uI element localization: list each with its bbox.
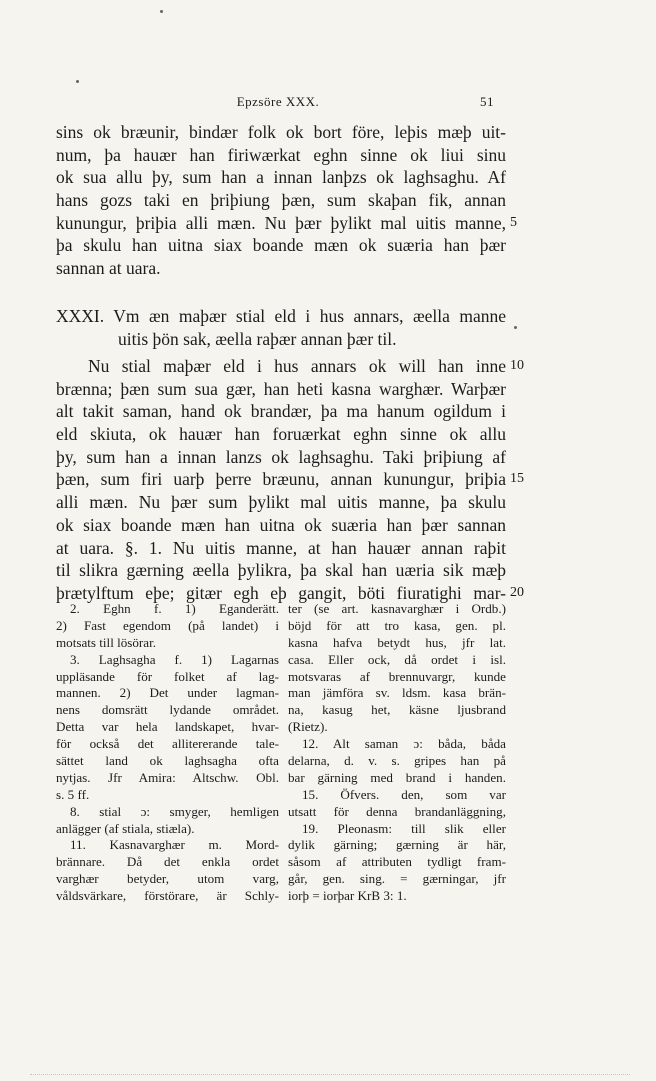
footnote-line: anlägger (af stiala, stiæla). <box>56 820 195 836</box>
footnote-line: nytjas. Jfr Amira: Altschw. Obl. <box>56 769 279 785</box>
text-line: kunungur, þriþia alli mæn. Nu þær þylikt mal uitis manne, <box>56 212 506 233</box>
text-line: ok sua allu þy, sum han a innan lanþzs ok laghsaghu. Af <box>56 167 506 188</box>
footnote-line: sättet land ok laghsagha ofta <box>56 753 279 769</box>
line-number: 20 <box>510 584 524 600</box>
footnote-line: Detta var hela landskapet, hvar- <box>56 719 279 735</box>
text-line: at uara. §. 1. Nu uitis manne, at han hauær annan raþit <box>56 537 506 558</box>
text-line: sins ok bræunir, bindær folk ok bort före, leþis mæþ uit- <box>56 122 506 142</box>
scan-speck <box>514 326 517 329</box>
heading-line: XXXI. Vm æn maþær stial eld i hus annars, æella manne <box>56 306 506 326</box>
footnote-line: utsatt för denna brandanläggning, <box>288 803 506 819</box>
text-line: þy, sum han a innan lanzs ok laghsaghu. Taki þriþiung af <box>56 446 506 467</box>
footnote-line: 2. Eghn f. 1) Eganderätt. <box>70 601 279 616</box>
text-line: þæn, sum firi uarþ þerre bræunu, annan kunungur, þriþia <box>56 469 506 490</box>
text-line: eld skiuta, ok hauær han foruærkat eghn sinne ok allu <box>56 424 506 445</box>
footnote-line: casa. Eller ock, då ordet i isl. <box>288 651 506 667</box>
footnote-line: 12. Alt saman ɔ: båda, båda <box>302 736 506 752</box>
section-xxx-text <box>56 121 517 280</box>
text-line: brænna; þæn sum sua gær, han heti kasna warghær. Warþær <box>56 378 506 399</box>
section-xxxi-text <box>56 355 524 605</box>
section-xxxi-heading <box>56 305 506 350</box>
footnote-line: delarna, d. v. s. gripes han på <box>288 753 506 769</box>
scan-speck <box>160 10 163 13</box>
footnote-line: (Rietz). <box>288 719 328 735</box>
text-line: alli mæn. Nu þær sum þylikt mal uitis manne, þa skulu <box>56 492 506 513</box>
scan-speck <box>76 80 79 83</box>
footnote-line: böjd för att tro kasa, gen. pl. <box>288 617 506 633</box>
line-number: 5 <box>510 214 517 230</box>
footnote-line: 19. Pleonasm: till slik eller <box>302 820 506 836</box>
text-line: þa skulu han uitna siax boande mæn ok suæria han þær <box>56 235 506 256</box>
footnote-line: 15. Öfvers. den, som var <box>302 786 506 802</box>
text-line: sannan at uara. <box>56 258 161 279</box>
line-number: 10 <box>510 358 524 373</box>
footnote-line: uppläsande för folket af lag- <box>56 668 279 684</box>
footnote-line: går, gen. sing. = gærningar, jfr <box>288 871 506 887</box>
text-line-numbered <box>56 212 517 235</box>
text-line: þrætylftum eþe; gitær egh eþ gangit, böti fiuratighi mar- <box>56 582 506 603</box>
heading-line: uitis þön sak, æella raþær annan þær til. <box>118 328 397 349</box>
footnote-line: 8. stial ɔ: smyger, hemligen <box>70 803 279 819</box>
text-line: ok siax boande mæn han uitna ok suæria han þær sannan <box>56 514 506 535</box>
footnote-line: s. 5 ff. <box>56 786 90 802</box>
footnote-line: kasna hafva betydt hus, jfr lat. <box>288 634 506 650</box>
footnote-line: man jämföra sv. ldsm. kasa brän- <box>288 685 506 701</box>
text-line-numbered <box>56 468 524 491</box>
footnote-line: iorþ = iorþar KrB 3: 1. <box>288 888 407 904</box>
footnote-line: dylik gärning; gærning är här, <box>288 837 506 853</box>
footnote-line: na, kasug het, käsne ljusbrand <box>288 702 506 718</box>
footnote-line: våldsvärkare, förstörare, är Schly- <box>56 888 279 904</box>
footnotes-right-column <box>288 601 506 905</box>
footnote-line: bar gärning med brand i handen. <box>288 769 506 785</box>
line-number: 15 <box>510 471 524 487</box>
running-head <box>0 94 656 114</box>
footnote-line: 3. Laghsagha f. 1) Lagarnas <box>70 651 279 667</box>
footnote-line: 11. Kasnavarghær m. Mord- <box>70 837 279 853</box>
footnote-line: varghær betyder, utom varg, <box>56 871 279 887</box>
footnote-line: ter (se art. kasnavarghær i Ordb.) <box>288 601 506 616</box>
text-line: num, þa hauær han firiwærkat eghn sinne ok liui sinu <box>56 144 506 165</box>
footnote-line: såsom af attributen tydligt fram- <box>288 854 506 870</box>
scan-bottom-edge <box>30 1074 630 1077</box>
running-head-title: Epzsöre XXX. <box>236 94 320 109</box>
text-line: Nu stial maþær eld i hus annars ok will han inne <box>88 356 506 376</box>
footnote-line: motsvaras af brennuvargr, kunde <box>288 668 506 684</box>
text-line: alt takit saman, hand ok brandær, þa ma hanum ogildum i <box>56 401 506 422</box>
footnote-line: för också det allitererande tale- <box>56 736 279 752</box>
footnote-line: mannen. 2) Det under lagman- <box>56 685 279 701</box>
footnote-line: nens domsrätt lydande området. <box>56 702 279 718</box>
page-number: 51 <box>480 94 494 109</box>
text-line-numbered <box>56 355 524 378</box>
text-line: hans gozs taki en þriþiung þæn, sum skaþan fik, annan <box>56 190 506 211</box>
footnote-line: motsats till lösörar. <box>56 634 157 650</box>
footnote-line: brännare. Då det enkla ordet <box>56 854 279 870</box>
footnote-line: 2) Fast egendom (på landet) i <box>56 617 279 633</box>
text-line: til slikra gærning æella þylikra, þa skal han uæria sik mæþ <box>56 560 506 581</box>
footnotes-left-column <box>56 601 279 905</box>
